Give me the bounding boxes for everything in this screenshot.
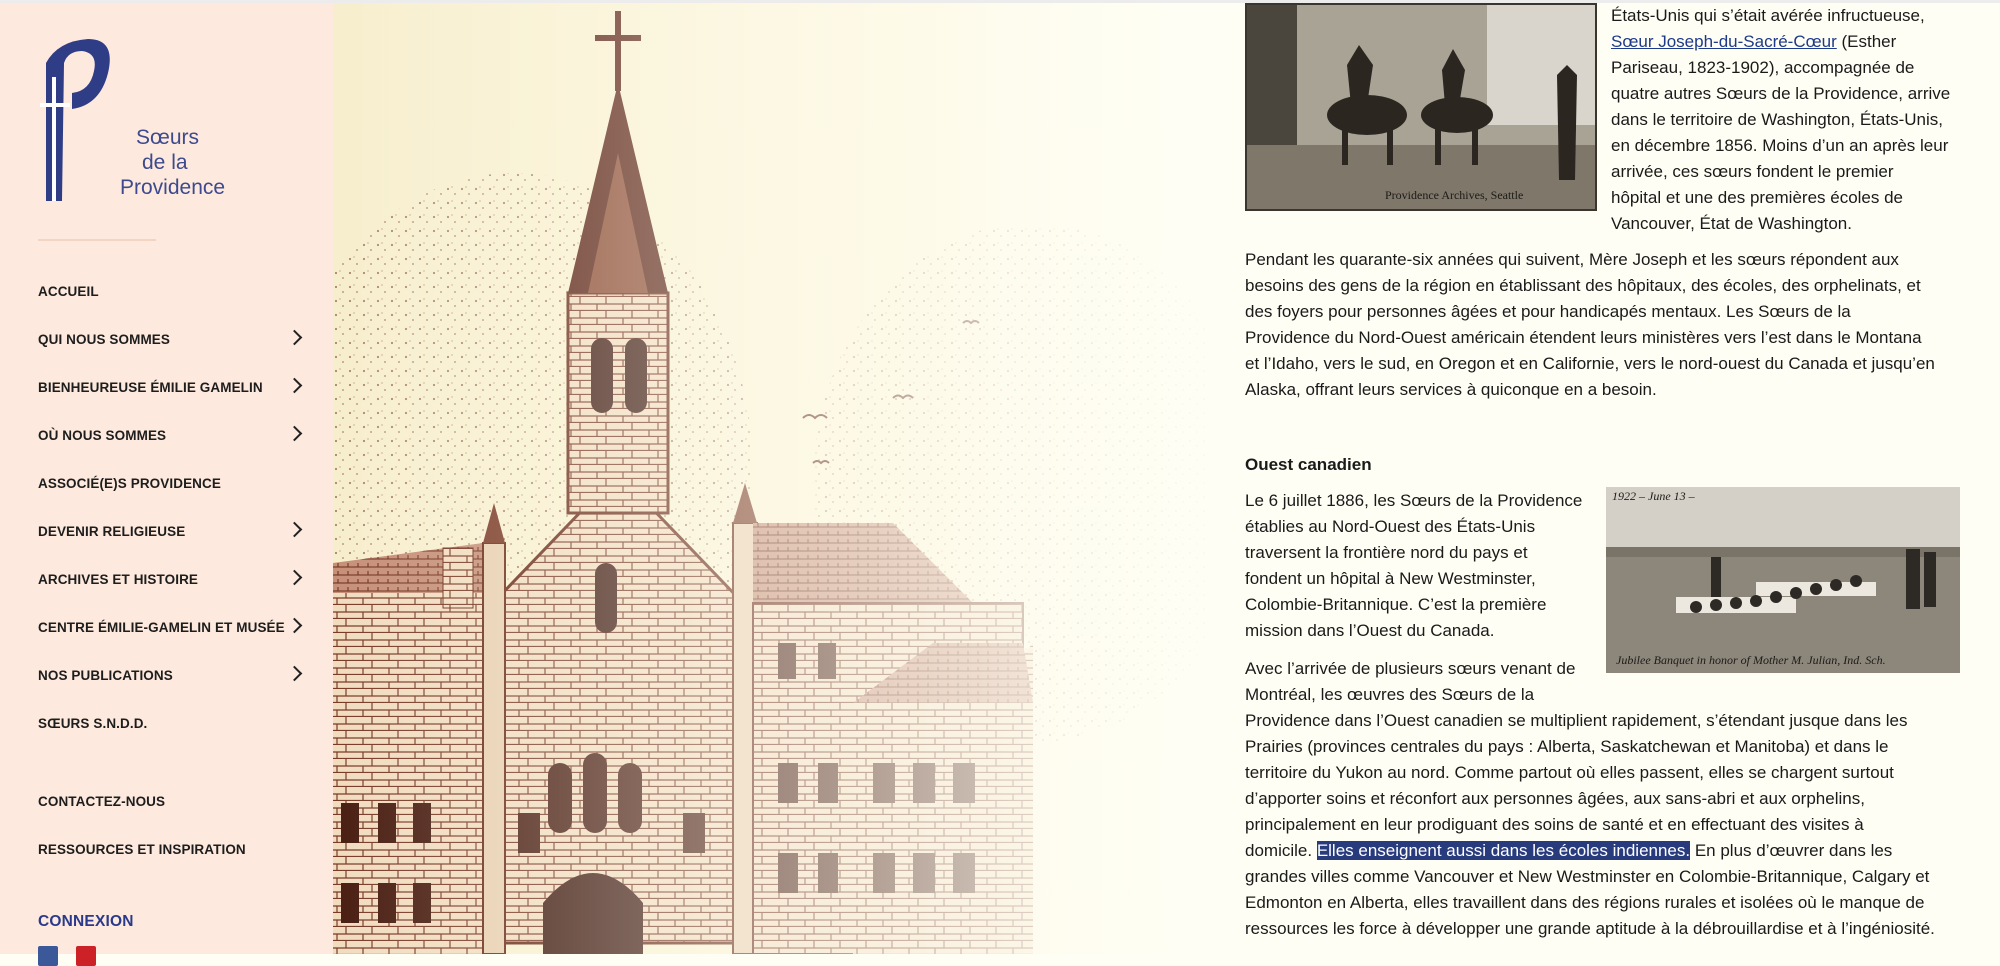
text-line [1611, 29, 1991, 55]
highlighted-selection[interactable]: Elles enseignent aussi dans les écoles indiennes. [1316, 841, 1691, 860]
hero-illustration [333, 3, 1208, 954]
text-line [1245, 838, 1995, 864]
logo-p-cross-icon [38, 33, 118, 203]
nav-spacer [38, 747, 300, 777]
login-link[interactable]: CONNEXION [38, 913, 134, 930]
text-line: Montréal, les œuvres des Sœurs de la [1245, 685, 1535, 704]
logo-line-1: Sœurs [136, 126, 199, 149]
text-line: dans le territoire de Washington, États-Unis, [1611, 110, 1943, 129]
nav-item-archives[interactable] [38, 555, 300, 603]
nav-item-contact[interactable] [38, 777, 300, 825]
sidebar [0, 3, 333, 954]
text-line: en décembre 1856. Moins d’un an après leur [1611, 136, 1949, 155]
chevron-right-icon[interactable] [287, 330, 303, 346]
paragraph-3 [1245, 488, 1600, 644]
text-line: et l’Idaho, vers le sud, en Oregon et en Californie, vers le nord-ouest du Canada et jusqu’en [1245, 354, 1935, 373]
nav-item-qui-nous-sommes[interactable] [38, 315, 300, 363]
nav-label: BIENHEUREUSE ÉMILIE GAMELIN [38, 379, 263, 395]
text-line: Providence dans l’Ouest canadien se multiplient rapidement, s’étendant jusque dans les [1245, 711, 1908, 730]
nav-label: ACCUEIL [38, 283, 99, 299]
text-line: mission dans l’Ouest du Canada. [1245, 621, 1495, 640]
text-line: Avec l’arrivée de plusieurs sœurs venant de [1245, 659, 1576, 678]
church-drawing-icon [333, 3, 1208, 954]
facebook-icon[interactable] [38, 946, 58, 966]
nav-label: SŒURS S.N.D.D. [38, 715, 148, 731]
paragraph-2 [1245, 247, 1995, 403]
text-line: États-Unis qui s’était avérée infructueuse, [1611, 6, 1925, 25]
chevron-right-icon[interactable] [287, 522, 303, 538]
text-line: Pendant les quarante-six années qui suivent, Mère Joseph et les sœurs répondent aux [1245, 250, 1899, 269]
chevron-right-icon[interactable] [287, 666, 303, 682]
logo[interactable] [38, 33, 226, 208]
text-line: quatre autres Sœurs de la Providence, arrive [1611, 84, 1951, 103]
nav-label: QUI NOUS SOMMES [38, 331, 171, 347]
text-line: Alaska, offrant leurs services à quiconque en a besoin. [1245, 380, 1657, 399]
text-line: Le 6 juillet 1886, les Sœurs de la Providence [1245, 491, 1583, 510]
pinterest-icon[interactable] [76, 946, 96, 966]
text-line: des foyers pour personnes âgées et pour handicapés mentaux. Les Sœurs de la [1245, 302, 1851, 321]
text-line: Colombie-Britannique. C’est la première [1245, 595, 1547, 614]
nav-item-emilie-gamelin[interactable] [38, 363, 300, 411]
nav-label: CONTACTEZ-NOUS [38, 793, 166, 809]
text-fragment: domicile. [1245, 841, 1317, 860]
text-fragment: En plus d’œuvrer dans les [1690, 841, 1893, 860]
nav-label: NOS PUBLICATIONS [38, 667, 173, 683]
archive-photo-banquet [1606, 487, 1960, 673]
logo-line-3: Providence [120, 176, 226, 199]
chevron-right-icon[interactable] [287, 426, 303, 442]
article-content [1208, 3, 2000, 954]
text-line: besoins des gens de la région en établissant des hôpitaux, des écoles, des orphelinats, et [1245, 276, 1921, 295]
nav-label: OÙ NOUS SOMMES [38, 427, 167, 443]
photo2-caption-bottom: Jubilee Banquet in honor of Mother M. Julian, Ind. Sch. [1616, 653, 1886, 667]
text-line: Pariseau, 1823-1902), accompagnée de [1611, 58, 1915, 77]
nav-item-accueil[interactable] [38, 267, 300, 315]
text-line: établies au Nord-Ouest des États-Unis [1245, 517, 1536, 536]
photo-horses-icon [1247, 5, 1597, 211]
photo2-caption-top: 1922 – June 13 – [1612, 489, 1695, 503]
chevron-right-icon[interactable] [287, 378, 303, 394]
nav-item-snjm[interactable] [38, 699, 300, 747]
paragraph-4 [1245, 656, 1995, 942]
section-heading: Ouest canadien [1245, 455, 1372, 474]
chevron-right-icon[interactable] [287, 618, 303, 634]
nav-label: ASSOCIÉ(E)S PROVIDENCE [38, 475, 221, 491]
text-line: ressources les force à développer une grande aptitude à la débrouillardise et à l’ingéniosité. [1245, 919, 1935, 938]
text-line: territoire du Yukon au nord. Comme partout où elles passent, elles se chargent surtout [1245, 763, 1894, 782]
photo1-caption: Providence Archives, Seattle [1385, 188, 1524, 202]
nav-item-ou-nous-sommes[interactable] [38, 411, 300, 459]
paragraph-1 [1611, 3, 1991, 237]
link-soeur-joseph[interactable]: Sœur Joseph-du-Sacré-Cœur [1611, 32, 1837, 51]
logo-text [120, 125, 225, 200]
text-line: Providence du Nord-Ouest américain étendent leurs ministères vers l’est dans le Montana [1245, 328, 1922, 347]
nav-item-centre-musee[interactable] [38, 603, 300, 651]
text-line: Prairies (provinces centrales du pays : Alberta, Saskatchewan et Manitoba) et dans le [1245, 737, 1889, 756]
logo-line-2: de la [142, 151, 188, 174]
nav-item-publications[interactable] [38, 651, 300, 699]
text-line: fondent un hôpital à New Westminster, [1245, 569, 1536, 588]
archive-photo-horses [1245, 3, 1597, 211]
main-nav [38, 267, 300, 873]
nav-item-associes[interactable] [38, 459, 300, 507]
nav-label: CENTRE ÉMILIE-GAMELIN ET MUSÉE [38, 619, 285, 635]
sidebar-divider [38, 239, 156, 241]
text-line: principalement en leur prodiguant des soins de santé et en effectuant des visites à [1245, 815, 1864, 834]
text-line: Vancouver, État de Washington. [1611, 214, 1852, 233]
photo-banquet-icon [1606, 487, 1960, 673]
text-line: hôpital et une des premières écoles de [1611, 188, 1904, 207]
nav-label: RESSOURCES ET INSPIRATION [38, 841, 246, 857]
text-line: grandes villes comme Vancouver et New Westminster en Colombie-Britannique, Calgary et [1245, 867, 1930, 886]
nav-item-devenir-religieuse[interactable] [38, 507, 300, 555]
text-line: arrivée, ces sœurs fondent le premier [1611, 162, 1894, 181]
text-line: d’apporter soins et réconfort aux personnes âgées, aux sans-abri et aux orphelins, [1245, 789, 1865, 808]
nav-label: DEVENIR RELIGIEUSE [38, 523, 186, 539]
text-fragment: (Esther [1836, 32, 1897, 51]
text-line: traversent la frontière nord du pays et [1245, 543, 1528, 562]
text-line: Edmonton en Alberta, elles travaillent dans des régions rurales et isolées où le manque de [1245, 893, 1925, 912]
nav-label: ARCHIVES ET HISTOIRE [38, 571, 199, 587]
nav-item-ressources[interactable] [38, 825, 300, 873]
chevron-right-icon[interactable] [287, 570, 303, 586]
